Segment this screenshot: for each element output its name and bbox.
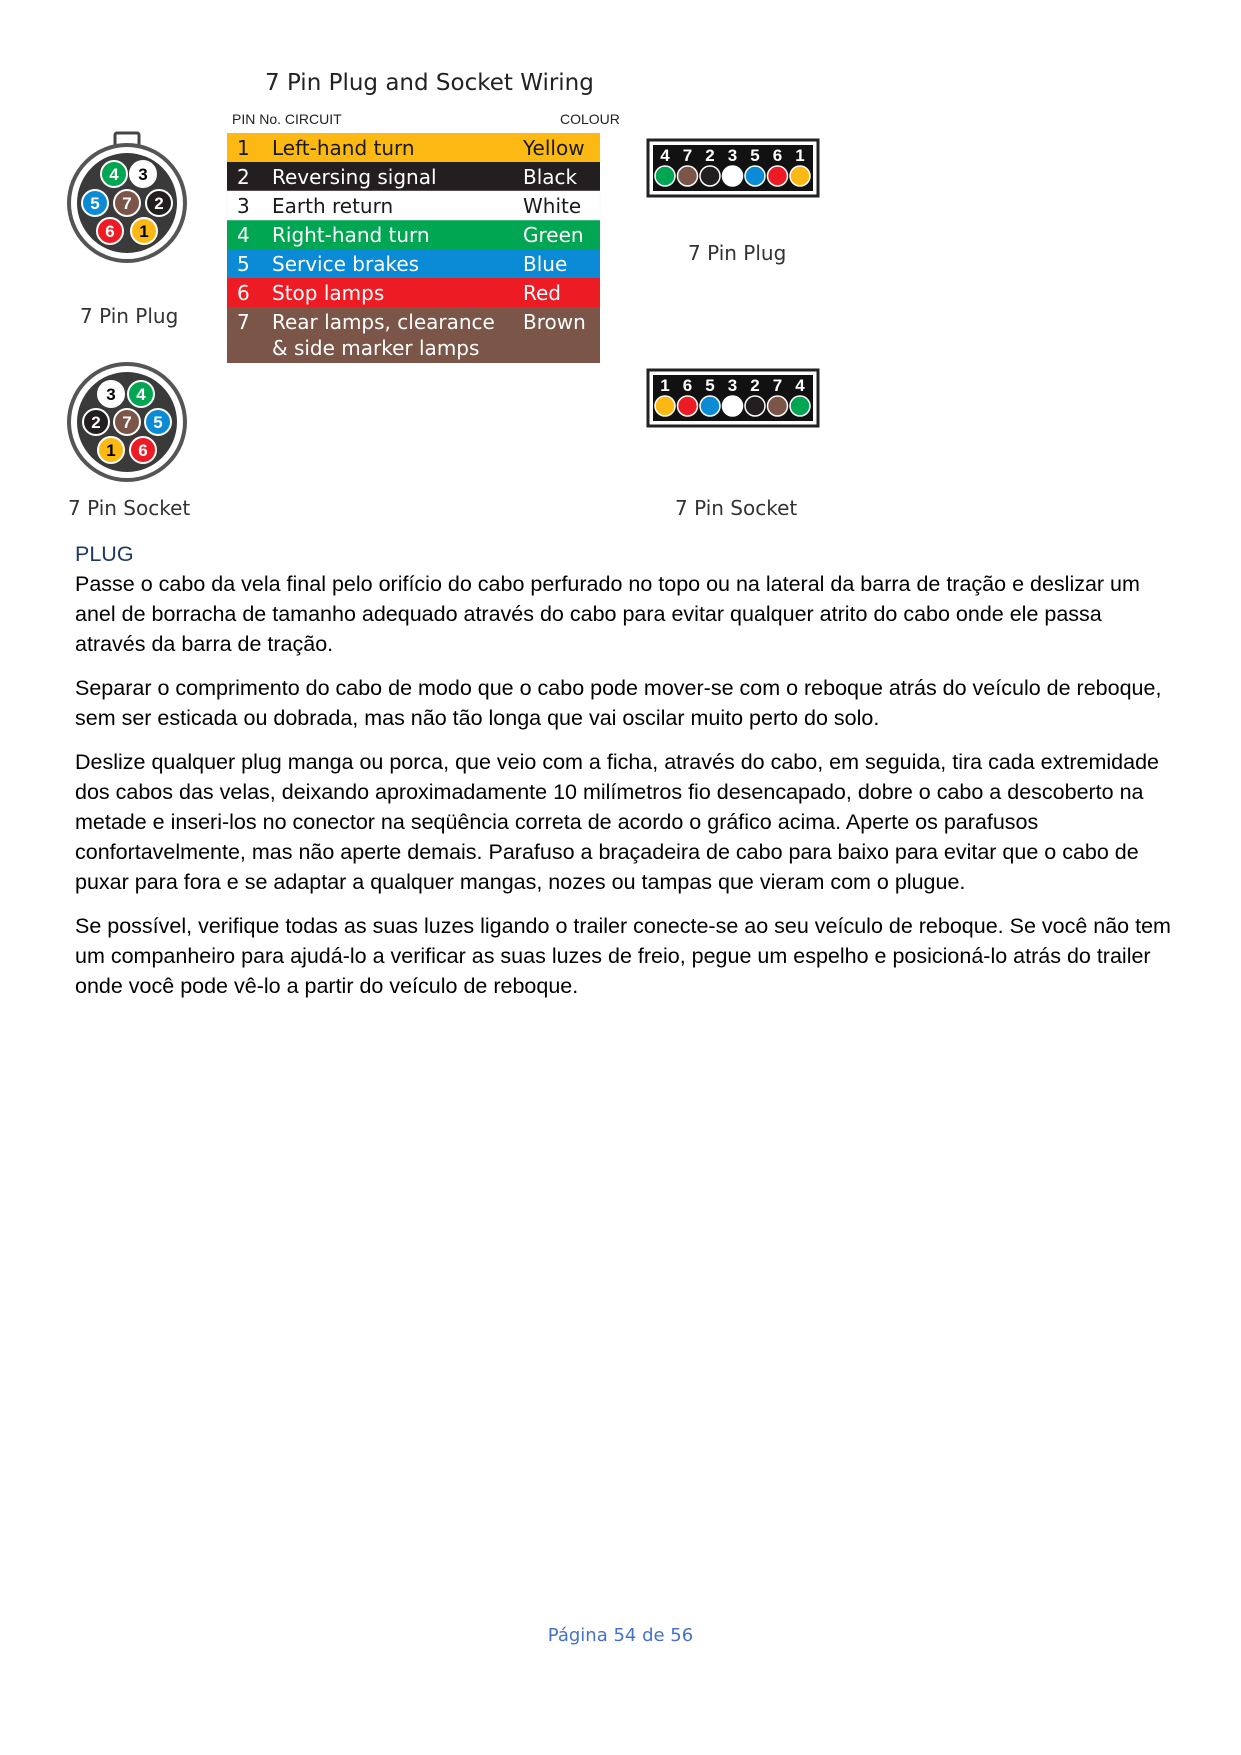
page-number: Página 54 de 56 [547,1625,694,1646]
plug-caption-right: 7 Pin Plug [688,241,787,265]
strip-pin-label: 7 [682,146,693,165]
connector-pin-label: 1 [106,441,116,460]
paragraph-2: Separar o comprimento do cabo de modo que o cabo pode mover-se com o reboque atrás do veículo de reboque, sem ser esticada ou dobrada, mas não tão longa que vai oscilar muito perto do solo. [75,676,1162,730]
connector-pin-3 [130,161,156,187]
strip-pin-dot [678,166,698,186]
wiring-circuit: Stop lamps [272,281,385,305]
connector-pin-label: 5 [153,413,163,432]
strip-pin-label: 2 [750,376,760,395]
strip-pin-label: 1 [660,376,670,395]
connector-pin-label: 4 [136,385,146,404]
strip-pin-dot [655,166,675,186]
connector-pin-3 [98,381,124,407]
strip-pin-dot [700,166,720,186]
wiring-pin-number: 5 [237,252,250,276]
wiring-colour: Yellow [523,136,585,160]
strip-pin-dot [745,396,765,416]
connector-pin-2 [146,190,172,216]
wiring-colour: White [523,194,582,218]
strip-pin-label: 4 [660,146,670,165]
wiring-colour: Black [523,165,578,189]
connector-pin-1 [98,437,124,463]
wiring-row-5 [227,249,600,278]
strip-pin-label: 4 [795,376,805,395]
connector-pin-label: 2 [91,413,101,432]
wiring-row-2 [227,162,600,191]
connector-pin-1 [131,218,157,244]
wiring-pin-number: 7 [237,310,250,334]
strip-pin-label: 6 [682,376,693,395]
wiring-pin-number: 1 [237,136,250,160]
connector-pin-6 [130,437,156,463]
connector-pin-4 [101,161,127,187]
strip-pin-dot [768,166,788,186]
strip-pin-dot [745,166,765,186]
plug-pin-strip [648,140,818,196]
wiring-circuit-line2: & side marker lamps [272,336,480,360]
strip-pin-dot [655,396,675,416]
socket-caption-left: 7 Pin Socket [68,496,191,520]
wiring-row-6 [227,278,600,307]
strip-pin-label: 5 [705,376,715,395]
connector-pin-label: 3 [106,385,116,404]
strip-pin-label: 5 [750,146,760,165]
figure-title: 7 Pin Plug and Socket Wiring [265,70,594,96]
paragraph-1: Passe o cabo da vela final pelo orifício do cabo perfurado no topo ou na lateral da barra de tração e deslizar um anel de borracha de tamanho adequado através do cabo para evitar qualquer atrito do cabo onde ele passa através da barra de tração. [75,572,1140,656]
plug-connector-diagram [69,133,185,261]
strip-pin-label: 6 [772,146,783,165]
connector-pin-label: 3 [138,165,148,184]
wiring-colour: Brown [523,310,586,334]
connector-pin-label: 7 [122,194,132,213]
wiring-colour: Green [523,223,584,247]
section-heading: PLUG [75,542,134,566]
wiring-pin-number: 2 [237,165,250,189]
wiring-row-7 [227,307,600,363]
wiring-row-3 [227,191,600,220]
wiring-pin-number: 4 [237,223,250,247]
paragraph-3: Deslize qualquer plug manga ou porca, que veio com a ficha, através do cabo, em seguida, tira cada extremidade dos cabos das velas, deixando aproximadamente 10 milímetros fio desencapado, dobre o cabo a descoberto na metade e inseri-los no conector na seqüência correta de acordo o gráfico acima. Aperte os parafusos confortavelmente, mas não aperte demais. Parafuso a braçadeira de cabo para baixo para evitar que o cabo de puxar para fora e se adaptar a qualquer mangas, nozes ou tampas que vieram com o plugue. [75,750,1159,894]
socket-pin-strip [648,370,818,426]
paragraph-4: Se possível, verifique todas as suas luzes ligando o trailer conecte-se ao seu veículo de reboque. Se você não tem um companheiro para ajudá-lo a verificar as suas luzes de freio, pegue um espelho e posicioná-lo atrás do trailer onde você pode vê-lo a partir do veículo de reboque. [75,914,1171,998]
body-text [75,539,1175,1001]
strip-pin-label: 7 [772,376,783,395]
wiring-colour: Red [523,281,561,305]
wiring-row-4 [227,220,600,249]
wiring-pin-number: 6 [237,281,250,305]
wiring-circuit: Right-hand turn [272,223,430,247]
strip-pin-label: 3 [727,376,738,395]
wiring-colour: Blue [523,252,568,276]
wiring-diagram [60,60,880,540]
strip-pin-label: 3 [727,146,738,165]
connector-pin-2 [83,409,109,435]
header-colour: COLOUR [560,111,620,127]
wiring-pin-number: 3 [237,194,250,218]
strip-pin-dot [723,396,743,416]
header-pin-circuit: PIN No. CIRCUIT [232,111,342,127]
connector-pin-5 [145,409,171,435]
connector-pin-label: 7 [122,413,132,432]
connector-pin-label: 2 [154,194,164,213]
socket-caption-right: 7 Pin Socket [675,496,798,520]
connector-pin-label: 6 [105,222,115,241]
wiring-circuit: Left-hand turn [272,136,415,160]
strip-pin-label: 1 [795,146,805,165]
connector-pin-7 [114,190,140,216]
strip-pin-label: 2 [705,146,715,165]
connector-pin-7 [114,409,140,435]
strip-pin-dot [790,396,810,416]
connector-pin-label: 1 [139,222,149,241]
wiring-table [227,133,600,363]
connector-pin-label: 6 [138,441,148,460]
strip-pin-dot [723,166,743,186]
connector-pin-label: 4 [109,165,119,184]
plug-caption-left: 7 Pin Plug [80,304,179,328]
wiring-circuit: Service brakes [272,252,420,276]
strip-pin-dot [790,166,810,186]
wiring-row-1 [227,133,600,162]
strip-pin-dot [768,396,788,416]
socket-connector-diagram [69,364,185,480]
connector-pin-5 [82,190,108,216]
wiring-circuit: Rear lamps, clearance [272,310,495,334]
connector-pin-6 [97,218,123,244]
connector-pin-label: 5 [90,194,100,213]
strip-pin-dot [700,396,720,416]
wiring-circuit: Earth return [272,194,394,218]
wiring-circuit: Reversing signal [272,165,437,189]
connector-pin-4 [128,381,154,407]
strip-pin-dot [678,396,698,416]
